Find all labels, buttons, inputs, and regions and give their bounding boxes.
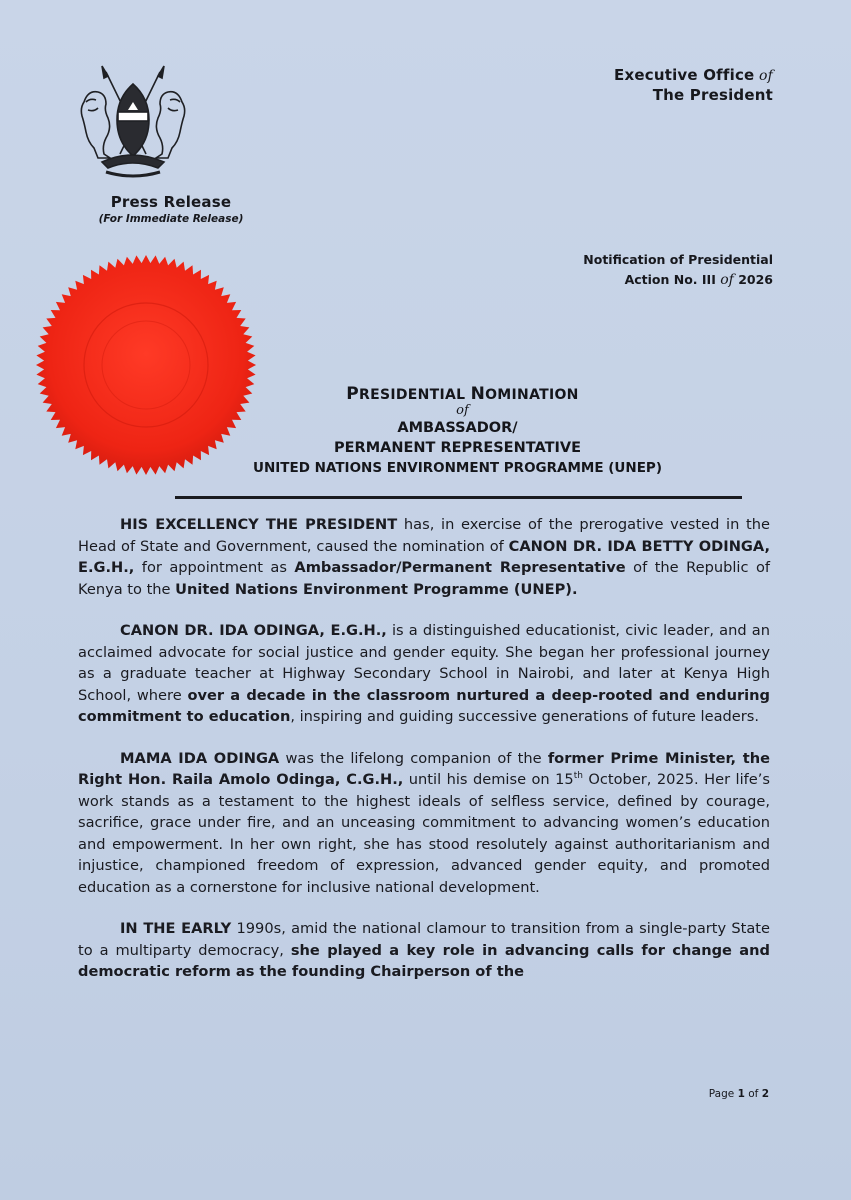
heading-underline (175, 496, 742, 499)
coat-of-arms-emblem (72, 62, 194, 180)
press-release-subtitle: (For Immediate Release) (98, 213, 244, 225)
office-line2: The President (652, 86, 773, 104)
heading-line2: PERMANENT REPRESENTATIVE (334, 440, 581, 456)
notification-line1: Notification of Presidential (583, 252, 773, 267)
p3-text-2: until his demise on 15 (403, 771, 574, 788)
heading-n: N (470, 384, 486, 404)
p1-bold-2: CANON DR. IDA BETTY ODINGA, E.G.H., (78, 537, 771, 576)
heading-title (180, 384, 745, 404)
p4-bold-2: she played a key role in advancing calls for change and democratic reform as the founding Chairperson of the (78, 941, 770, 980)
p2-bold-2: over a decade in the classroom nurtured a deep-rooted and enduring commitment to education (78, 686, 770, 725)
page-number (709, 1088, 769, 1100)
p4-bold-1: IN THE EARLY (120, 920, 232, 937)
p1-text-3: of the Republic of Kenya to the (78, 559, 771, 598)
paragraph-2 (78, 620, 770, 728)
office-of: of (758, 68, 773, 84)
paragraph-4 (78, 918, 770, 983)
office-line1: Executive Office (614, 66, 755, 84)
notification-of: of (720, 272, 734, 288)
p2-text-2: , inspiring and guiding successive generations of future leaders. (290, 708, 760, 725)
p3-superscript: th (573, 771, 583, 782)
p1-text-2: for appointment as (134, 559, 295, 576)
notification-reference (583, 250, 773, 290)
p3-text-3: October, 2025. Her life’s work stands as a testament to the highest ideals of selfless service, defined by courage, sacrifice, grace under fire, and an unceasing commitment to advancing women’s education and empowerment. In her own right, she has stood resolutely against authoritarianism and injustice, championed freedom of expression, advanced gender equity, and promoted education as a cornerstone for inclusive national development. (78, 771, 770, 896)
p2-bold-1: CANON DR. IDA ODINGA, E.G.H., (120, 622, 387, 639)
page-current: 1 (737, 1088, 745, 1100)
nomination-heading (170, 384, 745, 478)
page-word: Page (708, 1088, 735, 1100)
executive-office-heading (614, 66, 773, 105)
p2-text-1: is a distinguished educationist, civic leader, and an acclaimed advocate for social justice and gender equity. She began her professional journey as a graduate teacher at Highway Secondary School in Nairobi, and later at Kenya High School, where (78, 622, 770, 704)
paragraph-1 (78, 514, 770, 600)
page-total: 2 (761, 1088, 769, 1100)
p3-bold-1: MAMA IDA ODINGA (120, 749, 280, 767)
heading-line3: UNITED NATIONS ENVIRONMENT PROGRAMME (UNEP) (253, 460, 662, 476)
heading-line1: AMBASSADOR/ (397, 420, 518, 436)
heading-p: P (346, 384, 360, 404)
p1-text-1: has, in exercise of the prerogative vested in the Head of State and Government, caused the nomination of (78, 516, 770, 555)
p1-bold-4: United Nations Environment Programme (UNEP). (175, 580, 578, 598)
paragraph-3 (78, 748, 770, 899)
heading-omination: OMINATION (485, 387, 579, 403)
page-of: of (748, 1088, 759, 1100)
notification-year: 2026 (738, 272, 773, 287)
document-body (78, 514, 770, 1003)
p1-bold-1: HIS EXCELLENCY THE PRESIDENT (120, 516, 398, 533)
p3-bold-2: former Prime Minister, the Right Hon. Raila Amolo Odinga, C.G.H., (78, 749, 771, 788)
p3-text-1: was the lifelong companion of the (279, 749, 548, 767)
notification-line2: Action No. III (624, 272, 716, 287)
press-release-title: Press Release (110, 193, 232, 211)
press-release-block (96, 193, 246, 225)
p4-text-1: 1990s, amid the national clamour to transition from a single-party State to a multiparty democracy, (78, 920, 770, 959)
p1-bold-3: Ambassador/Permanent Representative (294, 559, 626, 576)
heading-of: of (456, 403, 469, 418)
heading-resid: RESIDENTIAL (359, 387, 471, 403)
